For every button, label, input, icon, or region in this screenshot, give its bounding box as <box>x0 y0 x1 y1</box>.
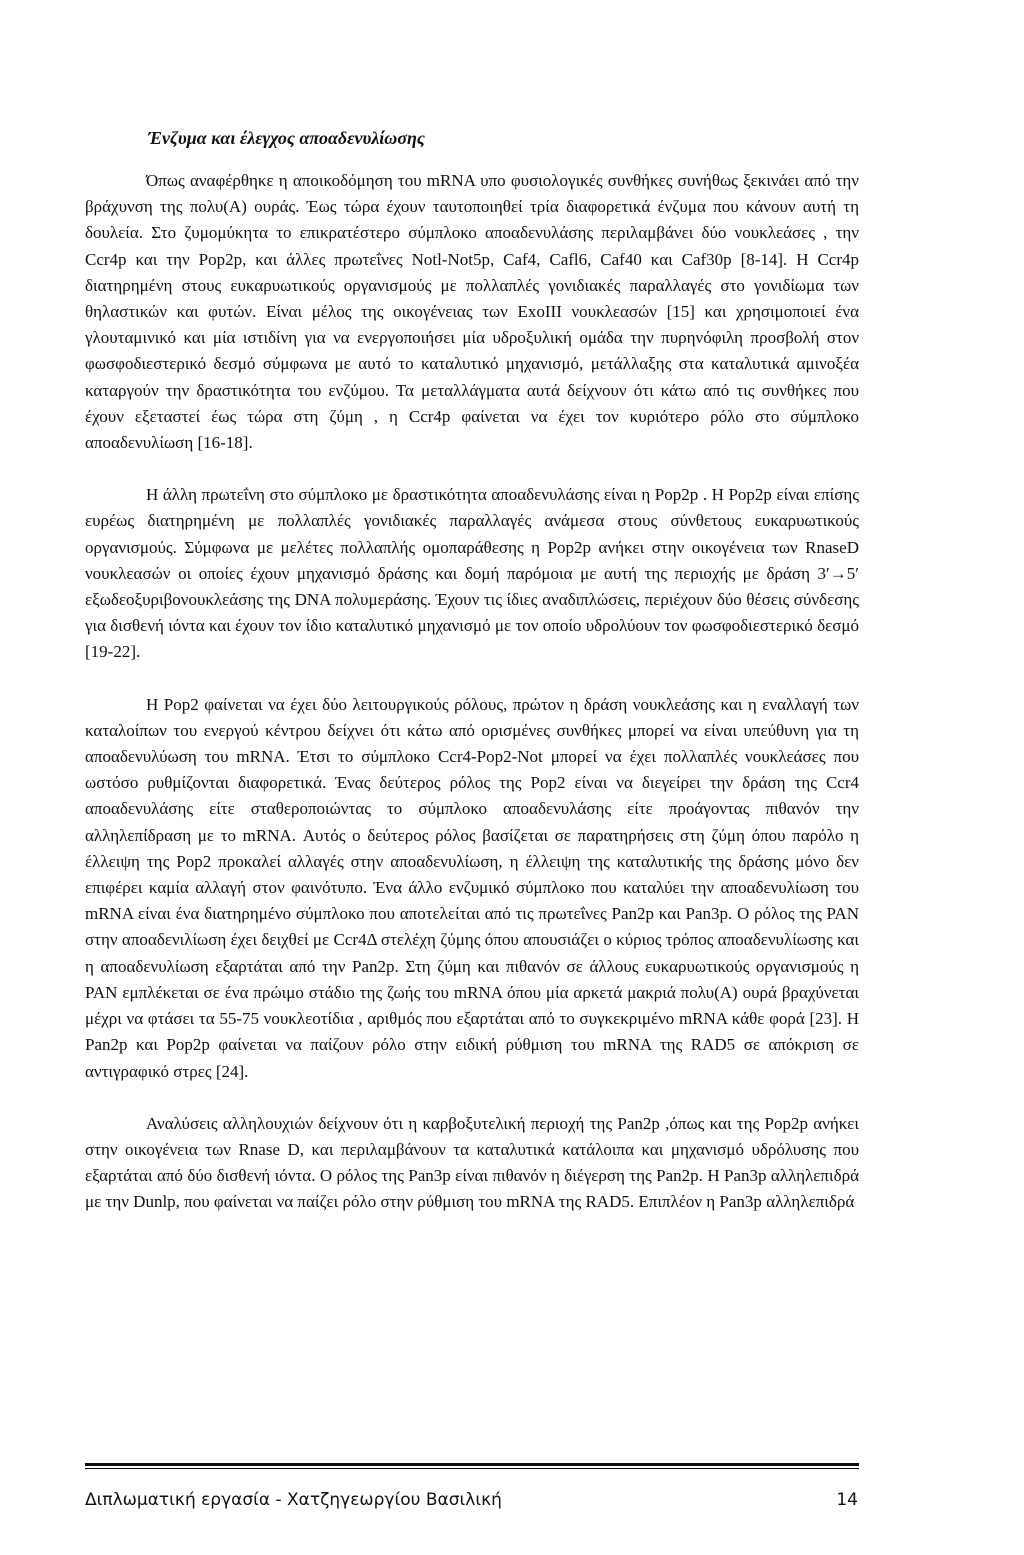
body-text <box>85 168 859 1242</box>
paragraph-pop2p: Η άλλη πρωτεΐνη στο σύμπλοκο με δραστικότητα αποαδενυλάσης είναι η Pop2p . Η Pop2p είναι επίσης ευρέως διατηρημένη με πολλαπλές γονιδιακές παραλλαγές ανάμεσα στους σύνθετους ευκαρυωτικούς οργανισμούς. Σύμφωνα με μελέτες πολλαπλής ομοπαράθεσης η Pop2p ανήκει στην οικογένεια των RnaseD νουκλεασών οι οποίες έχουν μηχανισμό δράσης και δομή παρόμοια με αυτή της περιοχής με δράση 3′→5′ εξωδεοξυριβονουκλεάσης της DNA πολυμεράσης. Έχουν τις ίδιες αναδιπλώσεις, περιέχουν δύο θέσεις σύνδεσης για δισθενή ιόντα και έχουν τον ίδιο καταλυτικό μηχανισμό με τον οποίο υδρολύουν τον φωσφοδιεστερικό δεσμό [19-22]. <box>85 485 859 662</box>
footer-divider-thin <box>85 1468 859 1469</box>
paragraph-pop2-roles: Η Pop2 φαίνεται να έχει δύο λειτουργικούς ρόλους, πρώτον η δράση νουκλεάσης και η εναλλαγή των καταλοίπων του ενεργού κέντρου δείχνει ότι κάτω από ορισμένες συνθήκες μπορεί να είναι υπεύθυνη για τη αποαδενυλύωση του mRNA. Έτσι το σύμπλοκο Ccr4-Pop2-Not μπορεί να έχει πολλαπλές νουκλεάσες που ωστόσο ρυθμίζονται διαφορετικά. Ένας δεύτερος ρόλος της Pop2 είναι να διεγείρει την δράση της Ccr4 αποαδενυλάσης είτε σταθεροποιώντας το σύμπλοκο αποαδενυλάσης είτε προάγοντας πιθανόν την αλληλεπίδραση με το mRNA. Αυτός ο δεύτερος ρόλος βασίζεται σε παρατηρήσεις στη ζύμη όπου παρόλο η έλλειψη της Pop2 προκαλεί αλλαγές στην αποαδενυλίωση, η έλλειψη της καταλυτικής της δράσης μόνο δεν επιφέρει καμία αλλαγή στον φαινότυπο. Ένα άλλο ενζυμικό σύμπλοκο που καταλύει την αποαδενυλίωση του mRNA είναι ένα διατηρημένο σύμπλοκο που αποτελείται από τις πρωτεΐνες Pan2p και Pan3p. Ο ρόλος της PAN στην αποαδενιλίωση έχει δειχθεί με Ccr4Δ στελέχη ζύμης όπου απουσιάζει ο κύριος τρόπος αποαδενυλίωσης και η αποαδενυλίωση εξαρτάται από την Pan2p. Στη ζύμη και πιθανόν σε άλλους ευκαρυωτικούς οργανισμούς η PAN εμπλέκεται σε ένα πρώιμο στάδιο της ζωής του mRNA όπου μία αρκετά μακριά πολυ(A) ουρά βραχύνεται μέχρι να φτάσει τα 55-75 νουκλεοτίδια , αριθμός που εξαρτάται από το συγκεκριμένο mRNA κάθε φορά [23]. Η Pan2p και Pop2p φαίνεται να παίζουν ρόλο στην ειδική ρύθμιση του mRNA της RAD5 σε απόκριση σε αντιγραφικό στρες [24]. <box>85 694 859 1081</box>
footer-divider <box>85 1463 859 1466</box>
page-number: 14 <box>836 1490 858 1510</box>
footer-title: Διπλωματική εργασία - Χατζηγεωργίου Βασιλική <box>85 1490 502 1510</box>
paragraph-deadenylation-intro: Όπως αναφέρθηκε η αποικοδόμηση του mRNA υπο φυσιολογικές συνθήκες συνήθως ξεκινάει από την βράχυνση της πολυ(A) ουράς. Έως τώρα έχουν ταυτοποιηθεί τρία διαφορετικά ένζυμα που κάνουν αυτή τη δουλεία. Στο ζυμομύκητα το επικρατέστερο σύμπλοκο αποαδενυλάσης περιλαμβάνει δύο νουκλεάσες , την Ccr4p και την Pop2p, και άλλες πρωτεΐνες Notl-Not5p, Caf4, Cafl6, Caf40 και Caf30p [8-14]. Η Ccr4p διατηρημένη στους ευκαρυωτικούς οργανισμούς με πολλαπλές γονιδιακές παραλλαγές στο γονιδίωμα των θηλαστικών και φυτών. Είναι μέλος της οικογένειας των ExoIII νουκλεασών [15] και χρησιμοποιεί ένα γλουταμινικό και μία ιστιδίνη για να ενεργοποιήσει μία υδροξυλική ομάδα την πυρηνόφιλη προσβολή στον φωσφοδιεστερικό δεσμό σύμφωνα με αυτό το καταλυτικό μηχανισμό, μετάλλαξης στα καταλυτικά αμινοξέα καταργούν την δραστικότητα του ενζύμου. Τα μεταλλάγματα αυτά δείχνουν ότι κάτω από τις συνθήκες που έχουν εξεταστεί έως τώρα στη ζύμη , η Ccr4p φαίνεται να έχει τον κυριότερο ρόλο στο σύμπλοκο αποαδενυλίωση [16-18]. <box>85 171 859 453</box>
paragraph-sequence-analysis: Αναλύσεις αλληλουχιών δείχνουν ότι η καρβοξυτελική περιοχή της Pan2p ,όπως και της Pop2p ανήκει στην οικογένεια των Rnase D, και περιλαμβάνουν τα καταλυτικά κατάλοιπα και μηχανισμό υδρόλυσης που εξαρτάται από δύο δισθενή ιόντα. Ο ρόλος της Pan3p είναι πιθανόν η διέγερση της Pan2p. Η Pan3p αλληλεπιδρά με την Dunlp, που φαίνεται να παίζει ρόλο στην ρύθμιση του mRNA της RAD5. Επιπλέον η Pan3p αλληλεπιδρά <box>85 1113 859 1212</box>
section-heading: Ένζυμα και έλεγχος αποαδενυλίωσης <box>148 128 425 148</box>
